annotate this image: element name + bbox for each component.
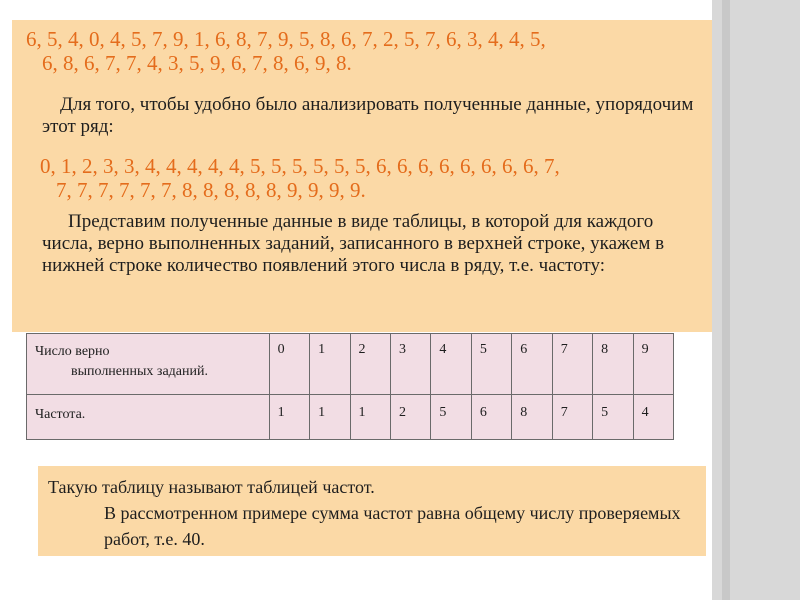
paragraph-sort-intro (42, 94, 707, 138)
value-cell: 7 (552, 334, 592, 395)
value-cell: 0 (269, 334, 309, 395)
conclusion-text (48, 474, 698, 552)
raw-sequence (26, 27, 706, 75)
frequency-cell: 1 (269, 395, 309, 440)
value-cell: 3 (390, 334, 430, 395)
frequency-cell: 1 (350, 395, 390, 440)
value-cell: 2 (350, 334, 390, 395)
paragraph-sort-intro-text: Для того, чтобы удобно было анализировать полученные данные, упорядочим этот ряд: (42, 94, 694, 137)
sorted-sequence (40, 154, 712, 202)
frequency-cell: 4 (633, 395, 673, 440)
conclusion-line1: Такую таблицу называют таблицей частот. (48, 477, 375, 497)
stripe-inner-band (722, 0, 730, 600)
table-row-frequency (27, 395, 674, 440)
value-cell: 4 (431, 334, 471, 395)
frequency-table (26, 333, 674, 440)
sorted-sequence-line1: 0, 1, 2, 3, 3, 4, 4, 4, 4, 4, 5, 5, 5, 5, 5, 5, 6, 6, 6, 6, 6, 6, 6, 6, 7, (40, 154, 560, 178)
row-header-values (27, 334, 270, 395)
frequency-cell: 7 (552, 395, 592, 440)
paragraph-table-intro-text: Представим полученные данные в виде таблицы, в которой для каждого числа, верно выполненных заданий, записанного в верхней строке, укажем в нижней строке количество появлений этого числа в ряду, т.е. частоту: (42, 211, 665, 276)
frequency-cell: 2 (390, 395, 430, 440)
sorted-sequence-line2: 7, 7, 7, 7, 7, 7, 8, 8, 8, 8, 8, 9, 9, 9, 9. (56, 178, 366, 202)
conclusion-line2: В рассмотренном примере сумма частот равна общему числу проверяемых работ, т.е. 40. (104, 503, 681, 549)
value-cell: 5 (471, 334, 511, 395)
conclusion-box (38, 466, 706, 556)
value-cell: 6 (512, 334, 552, 395)
raw-sequence-line2: 6, 8, 6, 7, 7, 4, 3, 5, 9, 6, 7, 8, 6, 9, 8. (42, 51, 352, 75)
row-header-values-line1: Число верно (35, 344, 110, 359)
frequency-cell: 1 (310, 395, 350, 440)
row-header-values-line2: выполненных заданий. (71, 364, 208, 379)
value-cell: 9 (633, 334, 673, 395)
frequency-cell: 8 (512, 395, 552, 440)
raw-sequence-line1: 6, 5, 4, 0, 4, 5, 7, 9, 1, 6, 8, 7, 9, 5, 8, 6, 7, 2, 5, 7, 6, 3, 4, 4, 5, (26, 27, 546, 51)
value-cell: 8 (593, 334, 633, 395)
frequency-cell: 6 (471, 395, 511, 440)
table-row-values (27, 334, 674, 395)
value-cell: 1 (310, 334, 350, 395)
row-header-frequency: Частота. (27, 395, 270, 440)
paragraph-table-intro (42, 211, 707, 277)
frequency-cell: 5 (593, 395, 633, 440)
right-decorative-stripe (712, 0, 800, 600)
frequency-cell: 5 (431, 395, 471, 440)
